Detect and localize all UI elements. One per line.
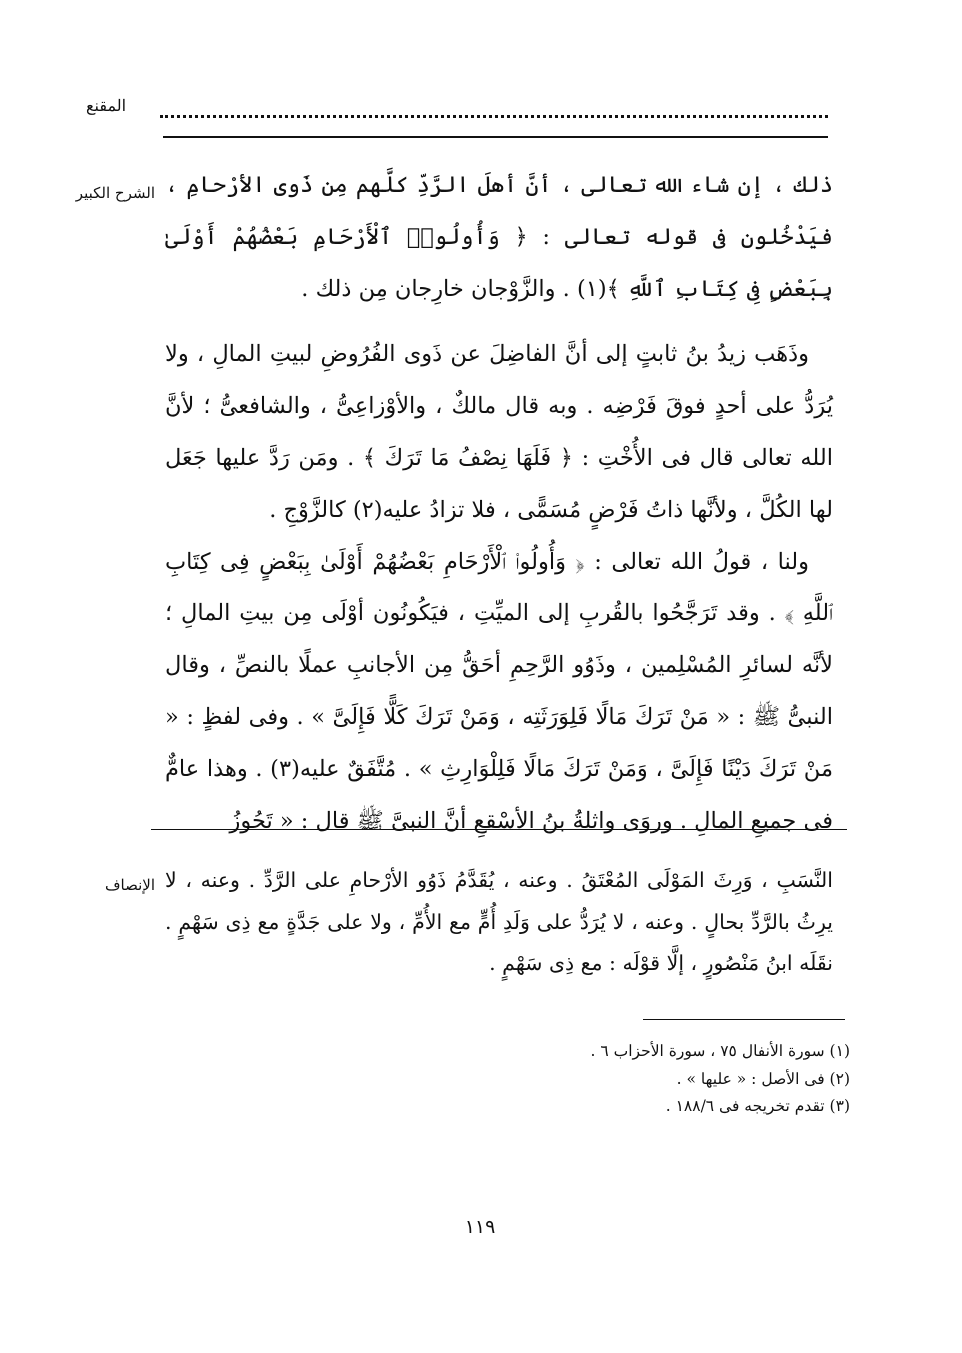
footnotes <box>400 1038 850 1121</box>
side-label-sharh: الشرح الكبير <box>75 184 155 202</box>
sharh-paragraph-2: وذَهَب زيدُ بنُ ثابتٍ إلى أنَّ الفاضِلَ عن ذَوى الفُرُوضِ لبيتِ المالِ ، ولا يُرَدُّ على أحدٍ فوقَ فَرْضِه . وبه قال مالكٌ ، والأوْزاعِىُّ ، والشافعىُّ ؛ لأنَّ الله تعالى قال فى الأُخْتِ : ﴿ فَلَهَا نِصْفُ مَا تَرَكَ ﴾ . ومَن رَدَّ عليها جَعَل لها الكُلَّ ، ولأنَّها ذاتُ فَرْضٍ مُسَمًّى ، فلا تزادُ عليه(٢) كالزَّوْجِ . <box>165 341 833 523</box>
side-label-insaf: الإنصاف <box>104 876 155 894</box>
footnote-rule <box>643 1019 845 1020</box>
sharh-text <box>165 160 833 847</box>
sharh-paragraph-3: ولنا ، قولُ الله تعالى : ﴿ وَأُولُوا۟ ٱلْأَرْحَامِ بَعْضُهُمْ أَوْلَىٰ بِبَعْضٍ فِى كِتَابِ ٱللَّهِ ﴾ . وقد تَرَجَّحُوا بالقُربِ إلى الميِّتِ ، فيَكُونُون أوْلَى مِن بيتِ المالِ ؛ لأنَّه لسائرِ المُسْلِمين ، وذَوُو الرَّحِمِ أحَقُّ مِن الأجانبِ عملًا بالنصِّ ، وقال النبىُّ ﷺ : « مَنْ تَرَكَ مَالًا فَلِوَرَثَتِه ، وَمَنْ تَرَكَ كَلًّا فَإِلَىَّ » . وفى لفظٍ : « مَنْ تَرَكَ دَيْنًا فَإِلَىَّ ، وَمَنْ تَرَكَ مَالًا فَلِلْوَارِثِ » . مُتَّفَقٌ عليه(٣) . وهذا عامٌّ فى جميعِ المالِ . وروَى واثلةُ بنُ الأسْقعِ أنَّ النبىَّ ﷺ قال : « تَحُوزُ <box>165 548 833 834</box>
footnote: (٣) تقدم تخريجه فى ١٨٨/٦ . <box>665 1097 850 1115</box>
running-head: المقنع <box>86 96 127 115</box>
header-dotted-leader <box>160 98 828 118</box>
sharh-paragraph-1: ذلك ، إن شاء الله تعالى ، أنَّ أهلَ الرَّدِّ كلَّهم مِن ذَوى الأرْحامِ ، فيَدْخُلون فى قوله تعالى : ﴿ وَأُولُوا۟ ٱلْأَرْحَامِ بَعْضُهُمْ أَوْلَىٰ بِبَعْضٍ فِى كِتَابِ ٱللَّهِ ﴾(١) . والزَّوْجان خارِجان مِن ذلك . <box>165 172 833 302</box>
page-number: ١١٩ <box>464 1216 496 1238</box>
header-rule <box>163 136 828 138</box>
insaf-paragraph: النَّسَبِ ، وَرِثَ المَوْلَى المُعْتَقُ . وعنه ، يُقَدَّمُ ذَوُو الأرْحامِ على الرَّدِّ . وعنه ، لا يرِثُ بالرَّدِّ بحالٍ . وعنه ، لا يُرَدُّ على وَلَدِ أُمٍّ مع الأُمِّ ، ولا على جَدَّةٍ مع ذِى سَهْمٍ . نقَلَه ابنُ مَنْصُورٍ ، إلَّا قوْلَه : مع ذِى سَهْمٍ . <box>165 868 833 975</box>
insaf-text <box>165 860 833 985</box>
footnote: (٢) فى الأصل : « عليها » . <box>676 1069 850 1088</box>
section-divider <box>151 829 847 830</box>
footnote: (١) سورة الأنفال ٧٥ ، سورة الأحزاب ٦ . <box>590 1042 850 1060</box>
